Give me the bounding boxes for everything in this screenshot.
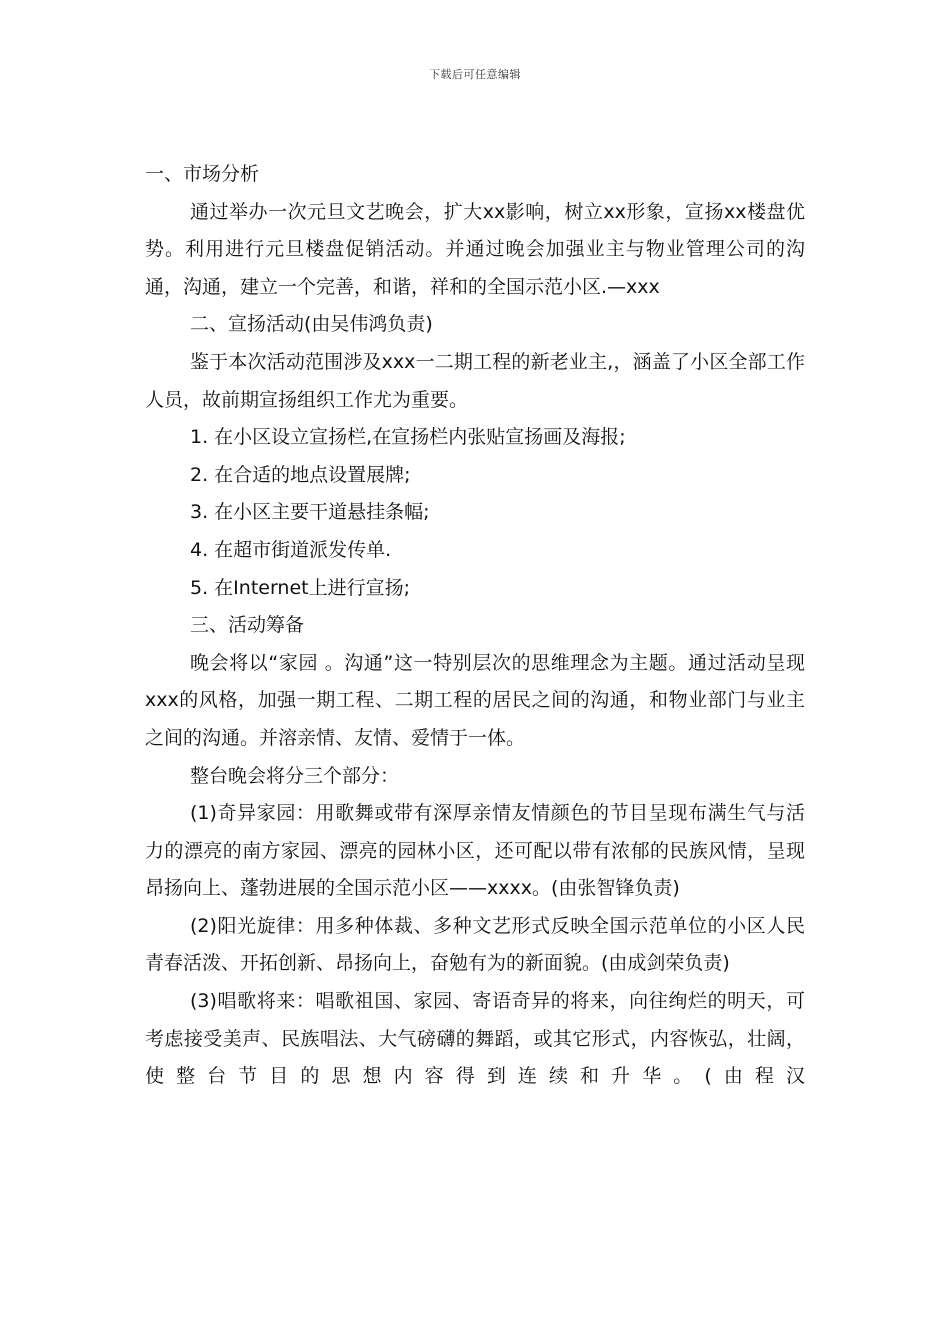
paragraph-theme: 晚会将以“家园 。沟通”这一特别层次的思维理念为主题。通过活动呈现xxx的风格，加强一期工程、二期工程的居民之间的沟通，和物业部门与业主之间的沟通。并溶亲情、友情、爱情于一体。 [145,651,805,749]
paragraph-part-3: (3)唱歌将来：唱歌祖国、家园、寄语奇异的将来，向往绚烂的明天，可考虑接受美声、民族唱法、大气磅礴的舞蹈，或其它形式，内容恢弘，壮阔，使整台节目的思想内容得到连续和升华。(由程汉 [145,990,805,1088]
list-item-5: 5. 在Internet上进行宣扬; [190,576,411,599]
paragraph-three-parts: 整台晚会将分三个部分： [190,764,400,787]
paragraph-part-2: (2)阳光旋律：用多种体裁、多种文艺形式反映全国示范单位的小区人民青春活泼、开拓创新、昂扬向上，奋勉有为的新面貌。(由成剑荣负责) [145,914,805,975]
list-item-1: 1. 在小区设立宣扬栏,在宣扬栏内张贴宣扬画及海报; [190,426,626,449]
list-item-3: 3. 在小区主要干道悬挂条幅; [190,501,430,524]
paragraph-purpose: 通过举办一次元旦文艺晚会，扩大xx影响，树立xx形象，宣扬xx楼盘优势。利用进行元旦楼盘促销活动。并通过晚会加强业主与物业管理公司的沟通，沟通，建立一个完善，和谐，祥和的全国示范小区.—xxx [145,200,805,298]
paragraph-promotion-scope: 鉴于本次活动范围涉及xxx一二期工程的新老业主,，涵盖了小区全部工作人员，故前期宣扬组织工作尤为重要。 [145,350,805,411]
paragraph-part-1: (1)奇异家园：用歌舞或带有深厚亲情友情颜色的节目呈现布满生气与活力的漂亮的南方家园、漂亮的园林小区，还可配以带有浓郁的民族风情，呈现昂扬向上、蓬勃进展的全国示范小区——xxxx。(由张智锋负责) [145,802,805,900]
heading-promotion: 二、宣扬活动(由吴伟鸿负责) [190,313,433,336]
document-body [145,156,805,1096]
heading-market-analysis: 一、市场分析 [145,163,260,185]
list-item-4: 4. 在超市街道派发传单. [190,538,392,561]
heading-preparation: 三、活动筹备 [190,614,305,637]
list-item-2: 2. 在合适的地点设置展牌; [190,463,411,486]
page-header-note: 下载后可任意编辑 [429,68,521,81]
